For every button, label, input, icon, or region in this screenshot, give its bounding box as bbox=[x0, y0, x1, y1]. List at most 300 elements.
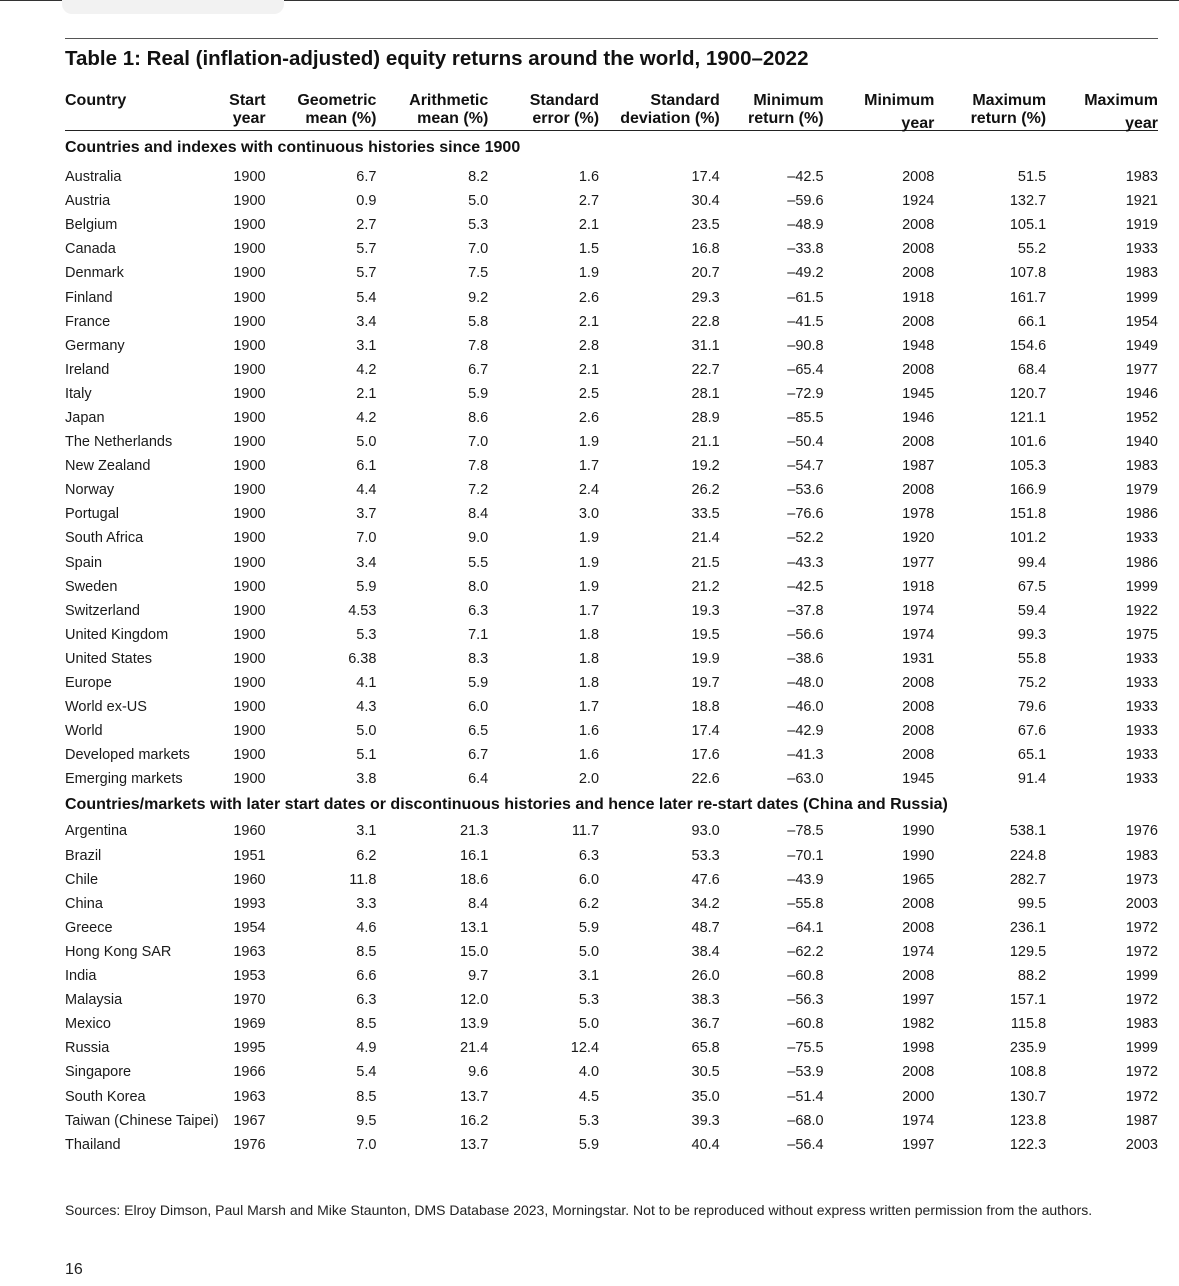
table-row bbox=[65, 189, 1158, 213]
table-row bbox=[65, 213, 1158, 237]
value-cell: –59.6 bbox=[787, 193, 824, 210]
value-cell: 3.3 bbox=[356, 895, 377, 912]
value-cell: 1933 bbox=[1125, 771, 1158, 788]
value-cell: 2008 bbox=[902, 241, 935, 258]
value-cell: 6.3 bbox=[468, 602, 489, 619]
header-line-2: return (%) bbox=[970, 110, 1047, 127]
table-row bbox=[65, 478, 1158, 502]
value-cell: 1976 bbox=[1125, 823, 1158, 840]
value-cell: 1999 bbox=[1125, 578, 1158, 595]
value-cell: –60.8 bbox=[787, 1016, 824, 1033]
value-cell: 1967 bbox=[233, 1112, 266, 1129]
value-cell: 16.2 bbox=[460, 1112, 489, 1129]
value-cell: 48.7 bbox=[691, 919, 720, 936]
value-cell: 5.3 bbox=[578, 1112, 600, 1129]
value-cell: 5.3 bbox=[578, 992, 600, 1009]
value-cell: 7.0 bbox=[356, 530, 377, 547]
value-cell: 18.8 bbox=[691, 699, 720, 716]
value-cell: –41.5 bbox=[787, 313, 824, 330]
value-cell: 1900 bbox=[233, 409, 266, 426]
value-cell: 4.6 bbox=[356, 919, 377, 936]
value-cell: 1982 bbox=[902, 1016, 935, 1033]
country-cell: Denmark bbox=[65, 265, 124, 282]
value-cell: 5.9 bbox=[468, 675, 489, 692]
header-line-1: Minimum bbox=[864, 92, 935, 109]
value-cell: 2008 bbox=[902, 919, 935, 936]
value-cell: –48.0 bbox=[787, 675, 824, 692]
country-cell: Thailand bbox=[65, 1136, 121, 1153]
value-cell: –43.3 bbox=[787, 554, 824, 571]
value-cell: 1918 bbox=[902, 289, 935, 306]
value-cell: 1.6 bbox=[578, 747, 600, 764]
value-cell: 29.3 bbox=[691, 289, 720, 306]
value-cell: 3.1 bbox=[356, 823, 377, 840]
value-cell: 1974 bbox=[902, 602, 935, 619]
value-cell: 1940 bbox=[1125, 434, 1158, 451]
value-cell: 1921 bbox=[1125, 193, 1158, 210]
value-cell: –60.8 bbox=[787, 968, 824, 985]
table-body bbox=[65, 131, 1158, 1157]
table-row bbox=[65, 334, 1158, 358]
table-row bbox=[65, 647, 1158, 671]
value-cell: 2.7 bbox=[356, 217, 377, 234]
value-cell: 19.9 bbox=[691, 650, 720, 667]
value-cell: 1945 bbox=[902, 771, 935, 788]
value-cell: 1900 bbox=[233, 217, 266, 234]
table-row bbox=[65, 743, 1158, 767]
value-cell: 1945 bbox=[902, 385, 935, 402]
value-cell: 8.3 bbox=[468, 650, 489, 667]
value-cell: 19.7 bbox=[691, 675, 720, 692]
value-cell: 1946 bbox=[902, 409, 935, 426]
value-cell: 79.6 bbox=[1017, 699, 1047, 716]
value-cell: 4.2 bbox=[356, 361, 377, 378]
section-heading: Countries and indexes with continuous histories since 1900 bbox=[65, 139, 521, 156]
value-cell: –78.5 bbox=[787, 823, 824, 840]
value-cell: 21.2 bbox=[691, 578, 720, 595]
value-cell: 21.4 bbox=[460, 1040, 489, 1057]
value-cell: 2008 bbox=[902, 361, 935, 378]
table-row bbox=[65, 285, 1158, 309]
value-cell: 1900 bbox=[233, 434, 266, 451]
value-cell: 2003 bbox=[1125, 895, 1158, 912]
value-cell: –48.9 bbox=[787, 217, 824, 234]
value-cell: 3.1 bbox=[356, 337, 377, 354]
value-cell: 8.2 bbox=[468, 169, 489, 186]
table-row bbox=[65, 1133, 1158, 1157]
table-row bbox=[65, 1060, 1158, 1084]
table-row bbox=[65, 430, 1158, 454]
value-cell: 1900 bbox=[233, 385, 266, 402]
header-line-1: Minimum bbox=[753, 92, 824, 109]
value-cell: 1953 bbox=[233, 968, 266, 985]
value-cell: 6.2 bbox=[578, 895, 600, 912]
value-cell: 88.2 bbox=[1017, 968, 1047, 985]
value-cell: 108.8 bbox=[1009, 1064, 1047, 1081]
value-cell: 9.5 bbox=[356, 1112, 377, 1129]
value-cell: 9.0 bbox=[468, 530, 489, 547]
country-cell: Australia bbox=[65, 169, 122, 186]
value-cell: 1900 bbox=[233, 554, 266, 571]
value-cell: 1933 bbox=[1125, 699, 1158, 716]
value-cell: 35.0 bbox=[691, 1088, 720, 1105]
header-line-1: Maximum bbox=[1084, 92, 1158, 109]
value-cell: 21.4 bbox=[691, 530, 720, 547]
country-cell: South Africa bbox=[65, 530, 144, 547]
country-cell: The Netherlands bbox=[65, 434, 173, 451]
value-cell: 1986 bbox=[1125, 554, 1158, 571]
value-cell: –42.9 bbox=[787, 723, 824, 740]
value-cell: 6.1 bbox=[356, 458, 377, 475]
header-line-1: Arithmetic bbox=[409, 92, 489, 109]
value-cell: 105.3 bbox=[1009, 458, 1047, 475]
table-row bbox=[65, 623, 1158, 647]
country-cell: Malaysia bbox=[65, 992, 123, 1009]
value-cell: 1.7 bbox=[578, 458, 600, 475]
country-cell: Mexico bbox=[65, 1016, 111, 1033]
value-cell: –53.6 bbox=[787, 482, 824, 499]
value-cell: 3.0 bbox=[578, 506, 600, 523]
value-cell: –75.5 bbox=[787, 1040, 824, 1057]
value-cell: 16.8 bbox=[691, 241, 720, 258]
value-cell: 121.1 bbox=[1009, 409, 1047, 426]
value-cell: 59.4 bbox=[1017, 602, 1047, 619]
header-line-2: return (%) bbox=[748, 110, 824, 127]
country-cell: Russia bbox=[65, 1040, 110, 1057]
value-cell: 8.0 bbox=[468, 578, 489, 595]
value-cell: 1974 bbox=[902, 626, 935, 643]
value-cell: 2008 bbox=[902, 265, 935, 282]
value-cell: 1900 bbox=[233, 193, 266, 210]
value-cell: 1900 bbox=[233, 289, 266, 306]
value-cell: 154.6 bbox=[1009, 337, 1047, 354]
value-cell: 2.1 bbox=[578, 313, 600, 330]
value-cell: 122.3 bbox=[1009, 1136, 1047, 1153]
country-cell: Austria bbox=[65, 193, 111, 210]
country-cell: Portugal bbox=[65, 506, 120, 523]
header-line-2: error (%) bbox=[532, 110, 600, 127]
value-cell: –50.4 bbox=[787, 434, 824, 451]
value-cell: –56.6 bbox=[787, 626, 824, 643]
table-row bbox=[65, 406, 1158, 430]
value-cell: 2.1 bbox=[578, 361, 600, 378]
value-cell: 99.5 bbox=[1017, 895, 1047, 912]
value-cell: 1900 bbox=[233, 530, 266, 547]
value-cell: 26.0 bbox=[691, 968, 720, 985]
value-cell: 2.1 bbox=[356, 385, 377, 402]
value-cell: 1954 bbox=[233, 919, 266, 936]
table-header bbox=[65, 90, 1158, 131]
value-cell: 34.2 bbox=[691, 895, 720, 912]
value-cell: 15.0 bbox=[460, 943, 489, 960]
value-cell: 7.8 bbox=[468, 458, 489, 475]
value-cell: –76.6 bbox=[787, 506, 824, 523]
value-cell: 7.0 bbox=[356, 1136, 377, 1153]
value-cell: 6.0 bbox=[578, 871, 600, 888]
value-cell: 17.6 bbox=[691, 747, 720, 764]
value-cell: 6.6 bbox=[356, 968, 377, 985]
value-cell: 39.3 bbox=[691, 1112, 720, 1129]
value-cell: 1999 bbox=[1125, 968, 1158, 985]
value-cell: 6.0 bbox=[468, 699, 489, 716]
value-cell: 5.7 bbox=[356, 265, 377, 282]
country-cell: South Korea bbox=[65, 1088, 146, 1105]
value-cell: 21.1 bbox=[691, 434, 720, 451]
value-cell: 5.4 bbox=[356, 289, 377, 306]
value-cell: 8.6 bbox=[468, 409, 489, 426]
value-cell: 6.7 bbox=[468, 361, 489, 378]
value-cell: 1954 bbox=[1125, 313, 1158, 330]
value-cell: 1.9 bbox=[578, 530, 600, 547]
value-cell: 7.8 bbox=[468, 337, 489, 354]
value-cell: 1900 bbox=[233, 337, 266, 354]
value-cell: 19.5 bbox=[691, 626, 720, 643]
value-cell: 12.4 bbox=[570, 1040, 600, 1057]
value-cell: 1922 bbox=[1125, 602, 1158, 619]
table-row bbox=[65, 1109, 1158, 1133]
value-cell: 2.4 bbox=[578, 482, 600, 499]
country-cell: Europe bbox=[65, 675, 112, 692]
column-header bbox=[65, 90, 219, 131]
value-cell: 1948 bbox=[902, 337, 935, 354]
value-cell: 5.5 bbox=[468, 554, 489, 571]
value-cell: –56.3 bbox=[787, 992, 824, 1009]
value-cell: 9.7 bbox=[468, 968, 489, 985]
value-cell: 31.1 bbox=[691, 337, 720, 354]
value-cell: 538.1 bbox=[1009, 823, 1047, 840]
value-cell: 1933 bbox=[1125, 650, 1158, 667]
country-cell: Spain bbox=[65, 554, 103, 571]
value-cell: 2.1 bbox=[578, 217, 600, 234]
value-cell: 20.7 bbox=[691, 265, 720, 282]
header-line-1: Start bbox=[229, 92, 266, 109]
country-cell: India bbox=[65, 968, 97, 985]
value-cell: 68.4 bbox=[1017, 361, 1047, 378]
value-cell: 1990 bbox=[902, 847, 935, 864]
value-cell: 161.7 bbox=[1009, 289, 1047, 306]
value-cell: 1974 bbox=[902, 943, 935, 960]
value-cell: 1920 bbox=[902, 530, 935, 547]
country-cell: Taiwan (Chinese Taipei) bbox=[65, 1112, 219, 1129]
value-cell: 101.6 bbox=[1009, 434, 1047, 451]
header-line-1: Maximum bbox=[972, 92, 1047, 109]
country-cell: Sweden bbox=[65, 578, 118, 595]
value-cell: 5.0 bbox=[578, 1016, 600, 1033]
value-cell: 1900 bbox=[233, 482, 266, 499]
value-cell: 4.0 bbox=[578, 1064, 600, 1081]
value-cell: 1965 bbox=[902, 871, 935, 888]
value-cell: 55.8 bbox=[1017, 650, 1047, 667]
table-row bbox=[65, 575, 1158, 599]
value-cell: 235.9 bbox=[1009, 1040, 1047, 1057]
value-cell: 5.1 bbox=[356, 747, 377, 764]
value-cell: 26.2 bbox=[691, 482, 720, 499]
column-header bbox=[934, 90, 1046, 131]
value-cell: 105.1 bbox=[1009, 217, 1047, 234]
value-cell: –85.5 bbox=[787, 409, 824, 426]
value-cell: 1997 bbox=[902, 1136, 935, 1153]
value-cell: 1918 bbox=[902, 578, 935, 595]
returns-table bbox=[65, 90, 1158, 1157]
table-row bbox=[65, 1012, 1158, 1036]
value-cell: 1976 bbox=[233, 1136, 266, 1153]
header-line-2: year bbox=[232, 110, 266, 127]
value-cell: –37.8 bbox=[787, 602, 824, 619]
section-heading: Countries/markets with later start dates or discontinuous histories and hence later re-start dates (China and Russia) bbox=[65, 796, 948, 814]
value-cell: 1900 bbox=[233, 602, 266, 619]
country-cell: Norway bbox=[65, 482, 115, 499]
value-cell: 101.2 bbox=[1009, 530, 1047, 547]
country-cell: Developed markets bbox=[65, 747, 190, 764]
table-row bbox=[65, 868, 1158, 892]
value-cell: 36.7 bbox=[691, 1016, 720, 1033]
country-cell: Chile bbox=[65, 871, 99, 888]
table-row bbox=[65, 671, 1158, 695]
value-cell: 1949 bbox=[1125, 337, 1158, 354]
value-cell: 6.2 bbox=[356, 847, 377, 864]
value-cell: 1977 bbox=[902, 554, 935, 571]
value-cell: –46.0 bbox=[787, 699, 824, 716]
table-row bbox=[65, 454, 1158, 478]
value-cell: 13.1 bbox=[460, 919, 489, 936]
country-cell: China bbox=[65, 895, 103, 912]
value-cell: 2.6 bbox=[578, 289, 600, 306]
value-cell: 4.4 bbox=[356, 482, 377, 499]
value-cell: 2008 bbox=[902, 434, 935, 451]
country-cell: Italy bbox=[65, 385, 92, 402]
country-cell: United States bbox=[65, 650, 153, 667]
column-header bbox=[219, 90, 266, 131]
table-row bbox=[65, 892, 1158, 916]
value-cell: 1933 bbox=[1125, 723, 1158, 740]
value-cell: 1999 bbox=[1125, 289, 1158, 306]
value-cell: 2.6 bbox=[578, 409, 600, 426]
value-cell: 7.5 bbox=[468, 265, 489, 282]
value-cell: 3.1 bbox=[578, 968, 600, 985]
value-cell: 236.1 bbox=[1009, 919, 1047, 936]
value-cell: 1900 bbox=[233, 650, 266, 667]
value-cell: 28.9 bbox=[691, 409, 720, 426]
value-cell: 130.7 bbox=[1009, 1088, 1047, 1105]
table-row bbox=[65, 988, 1158, 1012]
value-cell: 157.1 bbox=[1009, 992, 1047, 1009]
value-cell: 1969 bbox=[233, 1016, 266, 1033]
value-cell: 1966 bbox=[233, 1064, 266, 1081]
header-line-1: Standard bbox=[529, 92, 600, 109]
value-cell: 55.2 bbox=[1017, 241, 1047, 258]
country-cell: Finland bbox=[65, 289, 113, 306]
value-cell: 1983 bbox=[1125, 458, 1158, 475]
header-line-2: mean (%) bbox=[417, 110, 489, 127]
value-cell: –49.2 bbox=[787, 265, 824, 282]
value-cell: 1983 bbox=[1125, 169, 1158, 186]
table-row bbox=[65, 237, 1158, 261]
value-cell: 2.8 bbox=[578, 337, 600, 354]
value-cell: –68.0 bbox=[787, 1112, 824, 1129]
value-cell: 1933 bbox=[1125, 675, 1158, 692]
country-cell: Emerging markets bbox=[65, 771, 183, 788]
value-cell: 1.5 bbox=[578, 241, 600, 258]
value-cell: 166.9 bbox=[1009, 482, 1047, 499]
table-row bbox=[65, 1036, 1158, 1060]
value-cell: 1979 bbox=[1125, 482, 1158, 499]
value-cell: 1972 bbox=[1125, 992, 1158, 1009]
value-cell: 4.2 bbox=[356, 409, 377, 426]
value-cell: –33.8 bbox=[787, 241, 824, 258]
value-cell: 1900 bbox=[233, 771, 266, 788]
value-cell: –64.1 bbox=[787, 919, 824, 936]
value-cell: 11.7 bbox=[571, 823, 600, 840]
value-cell: 3.7 bbox=[356, 506, 377, 523]
country-cell: Argentina bbox=[65, 823, 128, 840]
value-cell: 2.5 bbox=[578, 385, 600, 402]
value-cell: 1900 bbox=[233, 578, 266, 595]
value-cell: 224.8 bbox=[1009, 847, 1047, 864]
country-cell: World ex-US bbox=[65, 699, 147, 716]
value-cell: –42.5 bbox=[787, 169, 824, 186]
value-cell: 2008 bbox=[902, 169, 935, 186]
value-cell: –61.5 bbox=[787, 289, 824, 306]
value-cell: 1900 bbox=[233, 626, 266, 643]
value-cell: 1997 bbox=[902, 992, 935, 1009]
table-row bbox=[65, 819, 1158, 843]
country-cell: United Kingdom bbox=[65, 626, 169, 643]
value-cell: 2008 bbox=[902, 313, 935, 330]
value-cell: 2.7 bbox=[578, 193, 600, 210]
value-cell: 53.3 bbox=[691, 847, 720, 864]
header-line-1: Standard bbox=[650, 92, 720, 109]
tab-shadow bbox=[62, 0, 284, 14]
value-cell: 1990 bbox=[902, 823, 935, 840]
country-cell: Hong Kong SAR bbox=[65, 943, 172, 960]
value-cell: 4.53 bbox=[348, 602, 377, 619]
header-line-1: Country bbox=[65, 92, 127, 109]
value-cell: 5.9 bbox=[578, 1136, 600, 1153]
value-cell: 67.6 bbox=[1017, 723, 1047, 740]
value-cell: –38.6 bbox=[787, 650, 824, 667]
country-cell: Belgium bbox=[65, 217, 118, 234]
value-cell: 30.4 bbox=[691, 193, 720, 210]
value-cell: 4.9 bbox=[356, 1040, 377, 1057]
value-cell: 6.5 bbox=[468, 723, 489, 740]
country-cell: Switzerland bbox=[65, 602, 140, 619]
value-cell: –56.4 bbox=[787, 1136, 824, 1153]
value-cell: 17.4 bbox=[691, 723, 720, 740]
value-cell: 65.8 bbox=[691, 1040, 720, 1057]
value-cell: 99.3 bbox=[1017, 626, 1047, 643]
value-cell: 51.5 bbox=[1017, 169, 1047, 186]
value-cell: 1900 bbox=[233, 458, 266, 475]
value-cell: 6.3 bbox=[578, 847, 600, 864]
table-title: Table 1: Real (inflation-adjusted) equity returns around the world, 1900–2022 bbox=[65, 47, 809, 70]
value-cell: 1987 bbox=[902, 458, 935, 475]
value-cell: 38.3 bbox=[691, 992, 720, 1009]
value-cell: 2008 bbox=[902, 217, 935, 234]
value-cell: 0.9 bbox=[356, 193, 377, 210]
value-cell: –72.9 bbox=[787, 385, 824, 402]
value-cell: 8.5 bbox=[356, 1016, 377, 1033]
value-cell: 1960 bbox=[233, 823, 266, 840]
value-cell: 3.4 bbox=[356, 313, 377, 330]
value-cell: 1900 bbox=[233, 241, 266, 258]
value-cell: 1924 bbox=[902, 193, 935, 210]
table-row bbox=[65, 310, 1158, 334]
value-cell: 75.2 bbox=[1017, 675, 1047, 692]
header-line-2: deviation (%) bbox=[620, 110, 720, 127]
table-row bbox=[65, 695, 1158, 719]
value-cell: 1900 bbox=[233, 675, 266, 692]
value-cell: 2.0 bbox=[578, 771, 600, 788]
